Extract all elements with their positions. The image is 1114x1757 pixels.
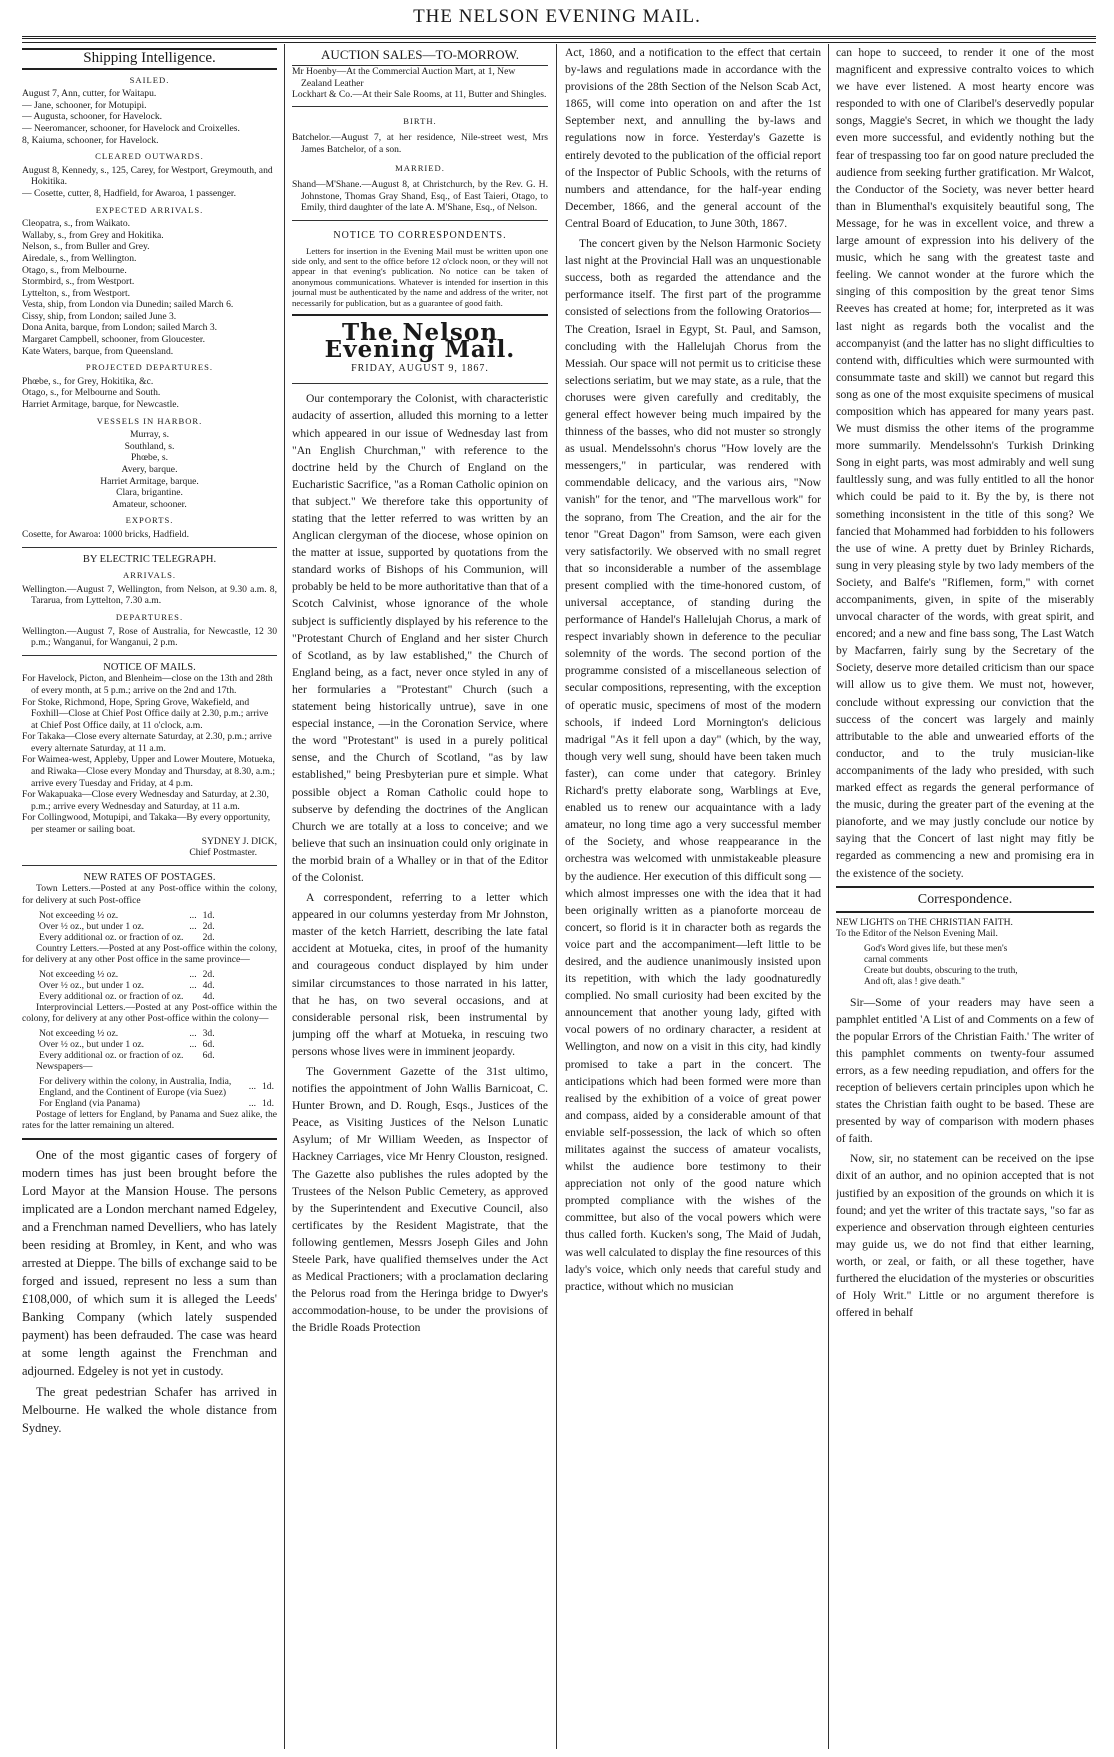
- projected-list: [22, 376, 277, 411]
- list-item: Phœbe, s.: [130, 452, 169, 464]
- correspondents-notice: Letters for insertion in the Evening Mail must be written upon one side only, and sent to the office before 12 o'clock noon, or they will not appear in that evening's publication. No notice can be taken of anonymous communications. Whatever is intended for insertion in this journal must be authenticated by the name and address of the writer, not necessarily for publication, but as a guarantee of good faith.: [292, 245, 548, 308]
- rate-cell: 4d.: [202, 979, 215, 991]
- mails-signature: SYDNEY J. DICK,: [201, 835, 277, 847]
- list-item: For Collingwood, Motupipi, and Takaka—By every opportunity, per steamer or sailing boat.: [22, 812, 271, 836]
- rate-cell: 6d.: [202, 1049, 215, 1061]
- list-item: Margaret Campbell, schooner, from Gloucester.: [22, 334, 205, 346]
- list-item: For Stoke, Richmond, Hope, Spring Grove, Wakefield, and Foxhill—Close at Chief Post Office daily at 2.30, p.m.; arrive at Chief Post Office daily, at 11 o'clock, a.m.: [22, 696, 269, 731]
- list-item: carnal comments: [864, 954, 928, 965]
- rate-row: [36, 969, 218, 980]
- list-item: Wallaby, s., from Grey and Hokitika.: [22, 229, 164, 241]
- rate-cell: ...: [248, 1097, 256, 1109]
- birth-heading: BIRTH.: [403, 116, 437, 127]
- list-item: Stormbird, s., from Westport.: [22, 276, 135, 288]
- rate-cell: ...: [248, 1081, 256, 1093]
- column-4: [836, 44, 1094, 1752]
- list-item: — Jane, schooner, for Motupipi.: [22, 99, 147, 111]
- list-item: For Wakapuaka—Close every Wednesday and Saturday, at 2.30, p.m.; arrive every Wednesday and Saturday, at 11 a.m.: [22, 789, 269, 812]
- correspondence-to: To the Editor of the Nelson Evening Mail.: [836, 928, 998, 940]
- list-item: Otago, s., from Melbourne.: [22, 264, 127, 276]
- country-rates: [36, 969, 218, 1002]
- list-item: Nelson, s., from Buller and Grey.: [22, 241, 150, 253]
- auction-list: [292, 66, 548, 100]
- list-item: Airedale, s., from Wellington.: [22, 252, 137, 264]
- rate-cell: [186, 991, 199, 1002]
- mails-signature-title: Chief Postmaster.: [189, 847, 257, 859]
- exports-heading: EXPORTS.: [125, 515, 174, 526]
- column-2: [292, 44, 548, 1752]
- rate-cell: 3d.: [202, 1027, 215, 1039]
- list-item: Lyttelton, s., from Westport.: [22, 287, 131, 299]
- departures-heading: DEPARTURES.: [115, 611, 184, 622]
- rate-cell: Every additional oz. or fraction of oz.: [39, 1049, 184, 1061]
- list-item: Kate Waters, barque, from Queensland.: [22, 345, 174, 357]
- editorial-2: A correspondent, referring to a letter which appeared in our columns yesterday from Mr Johnston, master of the ketch Harriett, describing the late fatal accident at Motueka, cites, in proof of the humanity and courageous conduct displayed by him under similar circumstances to those narrated in his latter, that he has, on two several occasions, and at considerable personal risk, been instrumental by jumping off the wharf at Motueka, in rescuing two persons whose lives were in imminent jeopardy.: [292, 891, 548, 1058]
- rate-cell: ...: [189, 1027, 197, 1039]
- rate-row: [36, 1076, 277, 1098]
- rate-row: [36, 1028, 218, 1039]
- auction-heading: AUCTION SALES—TO-MORROW.: [292, 46, 548, 66]
- list-item: 8, Kaiuma, schooner, for Havelock.: [22, 134, 159, 146]
- expected-heading: EXPECTED ARRIVALS.: [95, 204, 204, 215]
- rate-cell: Over ½ oz., but under 1 oz.: [39, 920, 144, 932]
- vessels-heading: VESSELS IN HARBOR.: [96, 415, 203, 426]
- rate-row: [36, 910, 218, 921]
- list-item: Create but doubts, obscuring to the truth,: [864, 965, 1018, 976]
- column-3: [565, 44, 821, 1752]
- rate-cell: [186, 1050, 199, 1061]
- cleared-heading: CLEARED OUTWARDS.: [95, 151, 204, 162]
- rate-cell: 2d.: [202, 931, 215, 943]
- list-item: Dona Anita, barque, from London; sailed March 3.: [22, 322, 218, 334]
- rate-cell: 2d.: [202, 968, 215, 980]
- rate-cell: ...: [189, 1038, 197, 1050]
- rate-cell: Over ½ oz., but under 1 oz.: [39, 1038, 144, 1050]
- rate-cell: Not exceeding ½ oz.: [39, 1027, 119, 1039]
- postage-note: Postage of letters for England, by Panama and Suez alike, the rates for the latter remaining un altered.: [22, 1108, 277, 1132]
- list-item: — Cosette, cutter, 8, Hadfield, for Awaroa, 1 passenger.: [22, 187, 236, 199]
- list-item: — Neeromancer, schooner, for Havelock and Croixelles.: [22, 122, 240, 134]
- inter-letters: Interprovincial Letters.—Posted at any Post-office within the colony, for delivery at any other Post-office within the colony—: [22, 1001, 277, 1025]
- list-item: Vesta, ship, from London via Dunedin; sailed March 6.: [22, 299, 234, 311]
- rate-cell: Every additional oz. or fraction of oz.: [39, 931, 184, 943]
- rate-cell: For delivery within the colony, in Australia, India, England, and the Continent of Europe (via Suez): [39, 1075, 232, 1098]
- list-item: Amateur, schooner.: [112, 498, 187, 510]
- list-item: Harriet Armitage, barque, for Newcastle.: [22, 399, 179, 411]
- arrivals-text: Wellington.—August 7, Wellington, from Nelson, at 9.30 a.m. 8, Tararua, from Lyttelton, 7.30 a.m.: [22, 583, 277, 607]
- rate-cell: 4d.: [202, 990, 215, 1002]
- list-item: Lockhart & Co.—At their Sale Rooms, at 11, Butter and Shingles.: [292, 88, 547, 100]
- column-divider: [284, 44, 285, 1749]
- masthead-rule: [22, 36, 1096, 43]
- cleared-list: [22, 165, 277, 200]
- list-item: Avery, barque.: [121, 464, 178, 475]
- list-item: Murray, s.: [129, 429, 170, 441]
- masthead: THE NELSON EVENING MAIL.: [413, 6, 701, 27]
- married-heading: MARRIED.: [395, 163, 445, 174]
- epigraph: [864, 944, 1094, 988]
- list-item: August 7, Ann, cutter, for Waitapu.: [22, 88, 157, 100]
- rate-cell: 1d.: [202, 909, 215, 921]
- rate-cell: ...: [189, 920, 197, 932]
- departures-text: Wellington.—August 7, Rose of Australia, for Newcastle, 12 30 p.m.; Wanganui, for Wanganui, 2 p.m.: [22, 625, 277, 649]
- list-item: Cissy, ship, from London; sailed June 3.: [22, 310, 177, 322]
- rate-cell: 2d.: [202, 920, 215, 932]
- rate-row: [36, 932, 218, 943]
- editorial-3: The Government Gazette of the 31st ultimo, notifies the appointment of John Wallis Barnicoat, C. Hunter Brown, and D. Rough, Esqs., Justices of the Peace, as Visiting Justices of the Nelson Lunatic Asylum; of Mr William Weeden, as Inspector of Hackney Carriages, vice Mr Henry Clouston, resigned. The Gazette also publishes the rules adopted by the Trustees of the Nelson Public Cemetery, as approved by the Superintendent and Executive Council, also certificates by the Resident Magistrate, that the following gentlemen, Messrs Joseph Giles and John Steele Park, have qualified themselves under the Act as Medical Practioners; with a proclamation declaring the Pelorus road from the Heringa bridge to Dwyer's accommodation-house, to be under the provisions of the Bridle Roads Protection: [292, 1065, 548, 1335]
- rate-cell: 1d.: [262, 1097, 274, 1109]
- rate-cell: ...: [189, 968, 197, 980]
- rate-row: [36, 980, 218, 991]
- rate-cell: 6d.: [202, 1038, 215, 1050]
- letter-paragraph-1: Sir—Some of your readers may have seen a pamphlet entitled 'A List of and Comments on a few of the popular Errors of the Christian Faith.' The writer of this pamphlet comments on twenty-four assumed errors, as a few needing repudiation, and offers for the reception of believers certain principles upon which he states the Christian faith ought to be based. These are presented by way of comparison with modern phases of faith.: [836, 995, 1094, 1146]
- news-rates: [36, 1076, 277, 1109]
- married-notice: Shand—M'Shane.—August 8, at Christchurch, by the Rev. G. H. Johnstone, Thomas Gray Shand, Esq., of East Taieri, Otago, to Emily, third daughter of the late A. M'Shane, Esq., of Nelson.: [292, 179, 548, 214]
- rate-cell: Not exceeding ½ oz.: [39, 968, 119, 980]
- concert-review-continued: can hope to succeed, to render it one of the most magnificent and expressive contralto voices to which we have ever listened. A most hearty encore was responded to with one of Claribel's deservedly popular songs, Maggie's Secret, in which we thought the lady even more successful, and evidently nothing but the fear of trespassing too far on good nature precluded the audience from seeking further gratification. Mr Walcot, the Conductor of the Society, was never better heard than in Blumenthal's exquisitely beautiful song, The Message, for he was in excellent voice, and threw a large amount of expression into his delivery of the music, which he sang with the greatest taste and feeling. We cannot wonder at the furore which the singing of this composition by the great tenor Sims Reeves has created at home; for, interpreted as it was last night as regards both the vocalist and the accompanyist (and the latter has no slight difficulties to contend with, difficulties which were surmounted with consummate taste and skill) we cannot but regard this song as one of the most exquisite specimens of musical composition which has appeared for many years past. We must dismiss the other items of the programme more summarily. Mendelssohn's Turkish Drinking Song in eight parts, was most admirably and well sung faultlessly sung, and was fully entitled to all the honor which could be paid to it. By the by, is there not something inconsistent in the title of this song? We fancied that Mohammed had forbidden to his followers the use of wine. A pretty duet by Brinley Richards, sung in very pleasing style by two lady members of the Society, and Balfe's "Riflemen, form," with cornet accompaniments, given, in spite of the miserably unvocal character of the words, with great spirit, and encored; and a new and fine bass song, The Last Watch by Macfarren, fairly sung by the Secretary of the Society, deserve more detailed criticism than our space will allow us to give them. We must not, however, conclude without expressing our conviction that the success of the concert was largely and mainly attributable to the able and unwearied efforts of the conductor, and to the truly musician-like accompaniments of the lady who presided, with such marked effect as regards the general performance of the music, during the greater part of the evening at the pianoforte, and we may justly conclude our notice by saying that the Concert of last night may fitly be regarded as commencing a new and promising era in the existence of the society.: [836, 46, 1094, 880]
- editorial-1: Our contemporary the Colonist, with characteristic audacity of assertion, alluded this morning to a letter which appeared in our issue of Wednesday last from "An English Churchman," with reference to the doctrine held by the Church of England on the Eucharistic Sacrifice, "as a Roman Catholic opinion on that subject." We therefore take this opportunity of stating that the letter referred to was written by an Anglican clergyman of the diocese, whose opinion on the matter at issue, supported by quotations from the standard works of Bishops of his Communion, will probably be held to be more authoritative than that of a Scotch Calvinist, whose ignorance of the whole subject is sufficiently displayed by his reference to the "Protestant Church of England and her sister Church of Scotland, as by law established," the Church of England being, as a fact, never once styled in any of her formularies a "Protestant" Church (such a statement being historically untrue), save in one especial instance, —in the Coronation Service, where the word "Protestant" is used in a purely political sense, and the Church of Scotland, "as by law established," being Presbyterian pure et simple. What possible object a Roman Catholic could hope to subserve by defending the doctrines of the Anglican Church we are totally at a loss to conceive; and we believe that such an insinuation could only originate in the morbid brain of a Whalley or in that of the Editor of the Colonist.: [292, 392, 548, 884]
- list-item: Southland, s.: [124, 440, 175, 452]
- pedestrian-article: The great pedestrian Schafer has arrived in Melbourne. He walked the whole distance from Sydney.: [22, 1384, 277, 1435]
- expected-list: [22, 218, 277, 357]
- mails-heading: NOTICE OF MAILS.: [103, 661, 196, 673]
- rate-row: [36, 991, 218, 1002]
- list-item: August 8, Kennedy, s., 125, Carey, for Westport, Greymouth, and Hokitika.: [22, 164, 273, 188]
- list-item: Harriet Armitage, barque.: [100, 475, 199, 487]
- sailed-heading: SAILED.: [129, 74, 170, 85]
- rate-row: [36, 1050, 218, 1061]
- mails-list: [22, 673, 277, 835]
- list-item: — Augusta, schooner, for Havelock.: [22, 111, 163, 123]
- list-item: For Havelock, Picton, and Blenheim—close on the 13th and 28th of every month, at 5 p.m.; arrive on the 2nd and 17th.: [22, 673, 273, 696]
- shipping-title: Shipping Intelligence.: [22, 48, 277, 70]
- birth-notice: Batchelor.—August 7, at her residence, Nile-street west, Mrs James Batchelor, of a son.: [292, 132, 548, 155]
- list-item: Phœbe, s., for Grey, Hokitika, &c.: [22, 375, 154, 387]
- list-item: Mr Hoenby—At the Commercial Auction Mart, at 1, New Zealand Leather: [292, 66, 516, 89]
- column-1: [22, 44, 277, 1752]
- projected-heading: PROJECTED DEPARTURES.: [85, 362, 214, 373]
- rate-row: [36, 921, 218, 932]
- inter-rates: [36, 1028, 218, 1061]
- concert-review: The concert given by the Nelson Harmonic Society last night at the Provincial Hall was an unquestionable success, both as regarded the attendance and the performance itself. The first part of the programme consisted of selections from the following Oratorios—The Creation, Israel in Egypt, St. Paul, and Samson, concluding with the Hallelujah Chorus from the Messiah. Our space will not permit us to criticise these selections seriatim, but we may state, as a rule, that the choruses were given carefully and creditably, the general effect however being much impaired by the thinness of the basses, who did not muster so strongly as usual. Mendelssohn's chorus "How lovely are the messengers," in particular, was rendered with commendable delicacy, and the various airs, "Now vanish" for the tenor, and "The marvellous work" for the soprano, from The Creation, and the air for the tenor "Great Dagon" from Samson, were each given very satisfactorily. We observed with no small regret that so inconsiderable a number of the assemblage present complied with the time-honored custom, of universal acceptance, of standing during the performance of Handel's Hallelujah Chorus, a mark of respect invariably shown in deference to the peculiar solemnity of the words. The second portion of the programme consisted of a miscellaneous selection of secular compositions, representing, with the exception of operatic music, specimens of most of the modern schools, if indeed Lord Mornington's delicious madrigal "As it fell upon a day" (which, by the way, though very well sung, should have been taken much faster), can come under that category. Brinley Richard's pretty elaborate song, Warblings at Eve, enabled us to renew our acquaintance with a lady amateur, no long time ago a very successful member of the Society, and whose reappearance in the orchestra was welcomed with unmistakeable pleasure by the audience. Her execution of this difficult song —which almost impresses one with the idea that it had been originally written as a pianoforte morceau de concert, so florid is it in character both as regards the voice part and the accompaniment—left little to be desired, and the audience unanimously insisted upon its repetition, with which the lady goodnaturedly complied. No small curiosity had been excited by the announcement that another young lady, gifted with vocal powers of no ordinary character, a resident at Wellington, and now on a visit in this city, had kindly promised to take a part in the concert. The anticipations which had been formed were more than realised by the exhibition of a voice of great power and compass, aided by a considerable amount of that enviable self-possession, the lack of which so often militates against the success of amateur vocalists, whilst the audience bore testimony to their appreciation not only of the good nature which prompted compliance with the wishes of the committee, but also of the vocal powers which were thus called forth. Kucken's song, The Maid of Judah, was well calculated to display the fine resources of this lady's voice, which only needs that careful study and practice, without which no musician: [565, 237, 821, 1293]
- exports-text: Cosette, for Awaroa: 1000 bricks, Hadfield.: [22, 528, 189, 540]
- letter-paragraph-2: Now, sir, no statement can be received on the ipse dixit of an author, and no opinion accepted that is not justified by an exposition of the grounds on which it is found; and yet the writer of this tractate says, "so far as experience and observation through eighteen centuries may guide us, we do not find that either learning, worth, or zeal, or faith, or all these together, have furthered the elucidation of the mysteries or obscurities of Holy Writ." Little or no argument therefore is offered in behalf: [836, 1152, 1094, 1320]
- arrivals-heading: ARRIVALS.: [122, 570, 176, 581]
- list-item: Otago, s., for Melbourne and South.: [22, 387, 161, 399]
- correspondents-heading: NOTICE TO CORRESPONDENTS.: [333, 229, 507, 241]
- column-divider: [556, 44, 557, 1749]
- list-item: Clara, brigantine.: [116, 487, 183, 499]
- correspondence-subtitle: NEW LIGHTS on THE CHRISTIAN FAITH.: [836, 916, 1013, 928]
- list-item: For Takaka—Close every alternate Saturday, at 2.30, p.m.; arrive every alternate Saturday, at 11 a.m.: [22, 731, 272, 754]
- postage-heading: NEW RATES OF POSTAGES.: [83, 871, 216, 883]
- gazette-continued: Act, 1860, and a notification to the effect that certain by-laws and regulations made in accordance with the provisions of the 28th Section of the Nelson Scab Act, 1865, will come into operation on and after the 1st September next, and annulling the by-laws and regulations now in force. Yesterday's Gazette is entirely devoted to the publication of the official report of the Inspector of Public Schools, with the returns of numbers and attendance, for the half-year ending December, 1866, and the general account of the Central Board of Education, to June 30th, 1867.: [565, 46, 821, 230]
- rate-row: [36, 1039, 218, 1050]
- rate-cell: For England (via Panama): [39, 1097, 140, 1109]
- column-divider: [828, 44, 829, 1749]
- list-item: And oft, alas ! give death.": [864, 976, 965, 987]
- rate-row: [36, 1098, 277, 1109]
- telegraph-heading: BY ELECTRIC TELEGRAPH.: [82, 553, 217, 565]
- sailed-list: [22, 88, 277, 146]
- rate-cell: ...: [189, 909, 197, 921]
- town-rates: [36, 910, 218, 943]
- rate-cell: 1d.: [262, 1081, 274, 1093]
- rate-cell: Over ½ oz., but under 1 oz.: [39, 979, 144, 991]
- newspapers: Newspapers—: [36, 1060, 93, 1072]
- country-letters: Country Letters.—Posted at any Post-office within the colony, for delivery at any other Post office in the same province—: [22, 942, 277, 966]
- rate-cell: Not exceeding ½ oz.: [39, 909, 119, 921]
- list-item: For Waimea-west, Appleby, Upper and Lower Moutere, Motueka, and Riwaka—Close every Monday and Thursday, at 8.30, a.m.; arrive every Tuesday and Friday, at 4 p.m.: [22, 754, 276, 789]
- vessels-list: [22, 429, 277, 510]
- list-item: God's Word gives life, but these men's: [864, 943, 1008, 954]
- rate-cell: ...: [189, 979, 197, 991]
- town-letters: Town Letters.—Posted at any Post-office within the colony, for delivery at such Post-office: [22, 883, 277, 906]
- issue-date: FRIDAY, AUGUST 9, 1867.: [351, 363, 489, 375]
- paper-title: The Nelson Evening Mail.: [324, 319, 516, 364]
- rate-cell: Every additional oz. or fraction of oz.: [39, 990, 184, 1002]
- forgery-article: One of the most gigantic cases of forgery of modern times has just been brought before the Lord Mayor at the Mansion House. The persons implicated are a London merchant named Edgeley, and a Frenchman named Develliers, who has lately been residing at Bromley, in Kent, and who was arrested at Dieppe. The bills of exchange said to be forged and issued, represent no less a sum than £108,000, of which sum it is alleged the Leeds' Banking Company (which lately suspended payment) has been defrauded. The case was heard at some length against the Frenchman and adjourned. Edgeley is not yet in custody.: [22, 1147, 277, 1378]
- rate-cell: [186, 932, 199, 943]
- correspondence-title: Correspondence.: [836, 886, 1094, 913]
- list-item: Cleopatra, s., from Waikato.: [22, 218, 131, 230]
